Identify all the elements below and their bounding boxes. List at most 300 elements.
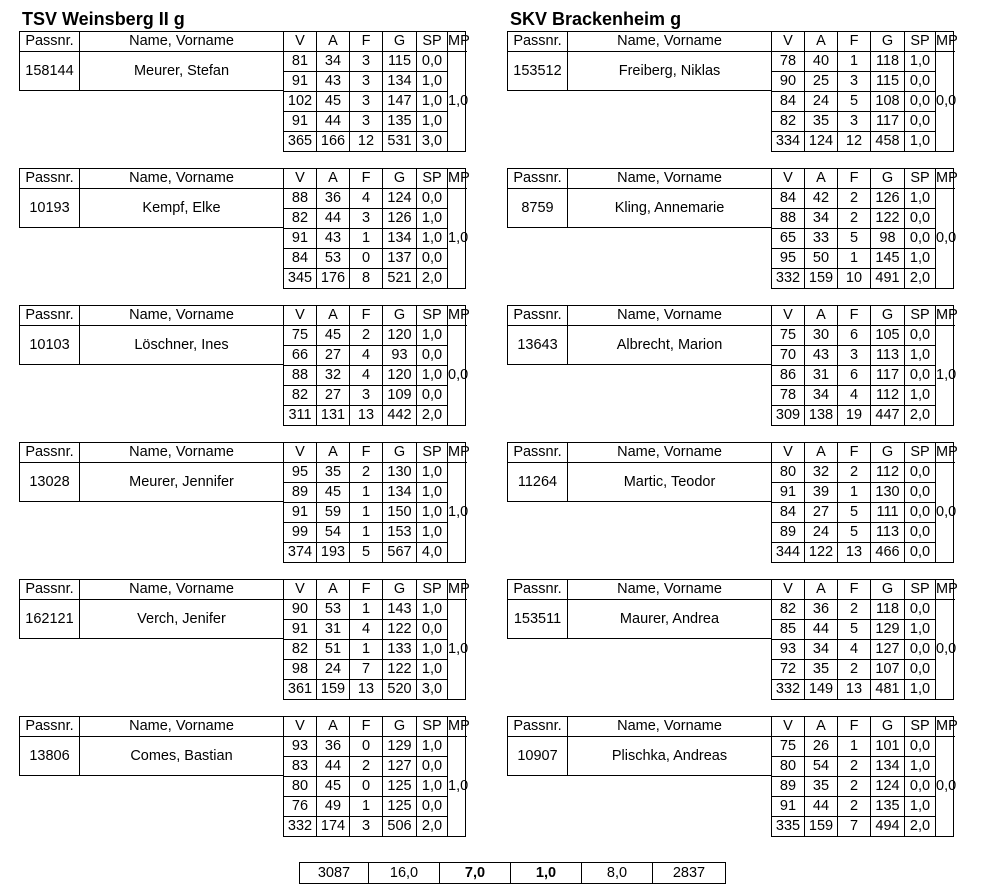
score-cell: 78 xyxy=(772,386,805,406)
total-cell: 4,0 xyxy=(417,543,448,563)
header-mp: MP xyxy=(448,580,467,600)
score-cell: 1,0 xyxy=(417,366,448,386)
header-sp: SP xyxy=(417,306,448,326)
score-cell: 0,0 xyxy=(905,366,936,386)
score-cell: 2 xyxy=(838,777,871,797)
score-cell: 115 xyxy=(383,52,417,72)
header-a: A xyxy=(317,306,350,326)
score-cell: 2 xyxy=(838,463,871,483)
header-f: F xyxy=(350,32,383,52)
score-cell: 1,0 xyxy=(417,640,448,660)
totals-pins-home: 3087 xyxy=(300,863,369,883)
score-cell: 0,0 xyxy=(905,92,936,112)
player-passnr: 158144 xyxy=(20,52,80,90)
score-cell: 53 xyxy=(317,249,350,269)
header-name: Name, Vorname xyxy=(568,443,771,463)
player-mp: 0,0 xyxy=(448,367,469,383)
score-cell: 2 xyxy=(350,757,383,777)
score-cell: 1,0 xyxy=(905,189,936,209)
score-cell: 2 xyxy=(838,600,871,620)
score-cell: 50 xyxy=(805,249,838,269)
header-passnr: Passnr. xyxy=(20,717,80,737)
score-cell: 107 xyxy=(871,660,905,680)
player-mp: 1,0 xyxy=(448,230,469,246)
score-cell: 45 xyxy=(317,326,350,346)
score-cell: 0,0 xyxy=(905,326,936,346)
header-g: G xyxy=(383,169,417,189)
player-passnr: 162121 xyxy=(20,600,80,638)
score-cell: 24 xyxy=(317,660,350,680)
header-sp: SP xyxy=(905,580,936,600)
score-cell: 91 xyxy=(284,229,317,249)
total-cell: 458 xyxy=(871,132,905,152)
score-cell: 1 xyxy=(350,797,383,817)
header-a: A xyxy=(805,169,838,189)
header-g: G xyxy=(383,306,417,326)
score-cell: 1,0 xyxy=(417,777,448,797)
player-block xyxy=(507,305,958,426)
player-name: Albrecht, Marion xyxy=(616,337,723,353)
header-mp: MP xyxy=(936,306,955,326)
score-cell: 27 xyxy=(317,386,350,406)
total-cell: 2,0 xyxy=(417,269,448,289)
score-cell: 6 xyxy=(838,366,871,386)
player-passnr: 10193 xyxy=(20,189,80,227)
player-name: Comes, Bastian xyxy=(130,748,233,764)
score-cell: 91 xyxy=(284,503,317,523)
player-info-table xyxy=(19,716,284,776)
score-cell: 4 xyxy=(350,620,383,640)
player-info-table xyxy=(507,442,772,502)
header-name: Name, Vorname xyxy=(568,169,771,189)
header-mp: MP xyxy=(936,580,955,600)
score-cell: 93 xyxy=(284,737,317,757)
score-cell: 129 xyxy=(383,737,417,757)
score-cell: 93 xyxy=(383,346,417,366)
score-cell: 65 xyxy=(772,229,805,249)
total-cell: 12 xyxy=(838,132,871,152)
score-cell: 82 xyxy=(772,600,805,620)
score-cell: 109 xyxy=(383,386,417,406)
score-cell: 93 xyxy=(772,640,805,660)
score-cell: 26 xyxy=(805,737,838,757)
total-cell: 2,0 xyxy=(905,269,936,289)
player-info-table xyxy=(507,305,772,365)
score-cell: 5 xyxy=(838,229,871,249)
player-name: Kling, Annemarie xyxy=(614,200,725,216)
score-cell: 80 xyxy=(772,757,805,777)
total-cell: 13 xyxy=(838,543,871,563)
score-cell: 1,0 xyxy=(417,523,448,543)
header-name: Name, Vorname xyxy=(80,169,283,189)
total-cell: 332 xyxy=(284,817,317,837)
header-a: A xyxy=(317,580,350,600)
score-cell: 2 xyxy=(350,326,383,346)
player-mp: 0,0 xyxy=(936,641,957,657)
score-cell: 91 xyxy=(284,112,317,132)
header-passnr: Passnr. xyxy=(508,306,568,326)
header-a: A xyxy=(805,580,838,600)
score-cell: 32 xyxy=(805,463,838,483)
total-cell: 159 xyxy=(317,680,350,700)
total-cell: 520 xyxy=(383,680,417,700)
score-cell: 124 xyxy=(871,777,905,797)
score-cell: 84 xyxy=(284,249,317,269)
totals-row xyxy=(299,862,726,884)
score-table xyxy=(283,31,470,152)
player-name: Meurer, Jennifer xyxy=(129,474,234,490)
totals-mp-home: 7,0 xyxy=(440,863,511,883)
total-cell: 124 xyxy=(805,132,838,152)
score-cell: 84 xyxy=(772,189,805,209)
total-cell: 149 xyxy=(805,680,838,700)
score-cell: 0,0 xyxy=(417,620,448,640)
header-a: A xyxy=(805,443,838,463)
header-name: Name, Vorname xyxy=(80,580,283,600)
score-cell: 150 xyxy=(383,503,417,523)
total-cell: 1,0 xyxy=(905,680,936,700)
score-cell: 39 xyxy=(805,483,838,503)
header-a: A xyxy=(317,32,350,52)
total-cell: 491 xyxy=(871,269,905,289)
score-cell: 30 xyxy=(805,326,838,346)
player-name: Martic, Teodor xyxy=(623,474,716,490)
total-cell: 159 xyxy=(805,269,838,289)
total-cell: 19 xyxy=(838,406,871,426)
total-cell: 531 xyxy=(383,132,417,152)
header-name: Name, Vorname xyxy=(568,306,771,326)
header-name: Name, Vorname xyxy=(80,306,283,326)
score-cell: 122 xyxy=(871,209,905,229)
player-info-table xyxy=(507,579,772,639)
score-cell: 143 xyxy=(383,600,417,620)
score-cell: 125 xyxy=(383,797,417,817)
score-cell: 0,0 xyxy=(905,523,936,543)
score-cell: 0,0 xyxy=(905,463,936,483)
header-f: F xyxy=(838,717,871,737)
totals-sp-home: 16,0 xyxy=(369,863,440,883)
score-cell: 1 xyxy=(350,503,383,523)
header-sp: SP xyxy=(905,717,936,737)
score-cell: 34 xyxy=(805,386,838,406)
score-cell: 31 xyxy=(805,366,838,386)
player-block xyxy=(19,716,470,837)
header-g: G xyxy=(871,717,905,737)
score-cell: 0 xyxy=(350,249,383,269)
score-cell: 43 xyxy=(317,72,350,92)
score-cell: 0,0 xyxy=(905,209,936,229)
header-sp: SP xyxy=(417,443,448,463)
player-block xyxy=(507,442,958,563)
total-cell: 1,0 xyxy=(905,132,936,152)
header-passnr: Passnr. xyxy=(508,717,568,737)
total-cell: 166 xyxy=(317,132,350,152)
header-passnr: Passnr. xyxy=(508,169,568,189)
score-cell: 134 xyxy=(871,757,905,777)
score-cell: 0,0 xyxy=(417,797,448,817)
score-cell: 82 xyxy=(772,112,805,132)
score-cell: 115 xyxy=(871,72,905,92)
total-cell: 3,0 xyxy=(417,680,448,700)
player-block xyxy=(19,579,470,700)
header-sp: SP xyxy=(905,32,936,52)
score-cell: 51 xyxy=(317,640,350,660)
score-table xyxy=(771,305,958,426)
score-cell: 35 xyxy=(805,660,838,680)
total-cell: 335 xyxy=(772,817,805,837)
player-block xyxy=(19,168,470,289)
score-cell: 34 xyxy=(317,52,350,72)
score-cell: 99 xyxy=(284,523,317,543)
score-cell: 36 xyxy=(805,600,838,620)
score-cell: 130 xyxy=(383,463,417,483)
player-passnr: 11264 xyxy=(508,463,568,501)
score-cell: 0,0 xyxy=(905,72,936,92)
score-table xyxy=(283,168,470,289)
score-cell: 25 xyxy=(805,72,838,92)
header-f: F xyxy=(350,306,383,326)
total-cell: 13 xyxy=(350,406,383,426)
score-cell: 125 xyxy=(383,777,417,797)
player-mp: 0,0 xyxy=(936,504,957,520)
score-cell: 1,0 xyxy=(905,620,936,640)
score-cell: 4 xyxy=(350,346,383,366)
score-cell: 95 xyxy=(772,249,805,269)
header-passnr: Passnr. xyxy=(20,169,80,189)
score-cell: 86 xyxy=(772,366,805,386)
score-cell: 2 xyxy=(838,757,871,777)
score-cell: 129 xyxy=(871,620,905,640)
score-cell: 90 xyxy=(284,600,317,620)
score-cell: 40 xyxy=(805,52,838,72)
score-cell: 91 xyxy=(284,620,317,640)
total-cell: 2,0 xyxy=(417,817,448,837)
header-g: G xyxy=(383,443,417,463)
header-sp: SP xyxy=(905,169,936,189)
score-cell: 0 xyxy=(350,737,383,757)
score-cell: 127 xyxy=(871,640,905,660)
header-mp: MP xyxy=(448,717,467,737)
player-info-table xyxy=(507,168,772,228)
score-cell: 45 xyxy=(317,483,350,503)
score-cell: 1,0 xyxy=(417,209,448,229)
header-passnr: Passnr. xyxy=(20,580,80,600)
score-cell: 85 xyxy=(772,620,805,640)
total-cell: 3 xyxy=(350,817,383,837)
header-a: A xyxy=(805,306,838,326)
score-cell: 89 xyxy=(772,523,805,543)
header-name: Name, Vorname xyxy=(568,580,771,600)
header-passnr: Passnr. xyxy=(20,306,80,326)
score-cell: 0,0 xyxy=(905,503,936,523)
header-a: A xyxy=(805,717,838,737)
header-v: V xyxy=(284,443,317,463)
score-cell: 76 xyxy=(284,797,317,817)
score-cell: 0,0 xyxy=(417,386,448,406)
score-cell: 45 xyxy=(317,777,350,797)
score-cell: 1,0 xyxy=(905,52,936,72)
score-cell: 91 xyxy=(772,483,805,503)
score-cell: 0,0 xyxy=(905,600,936,620)
player-mp: 1,0 xyxy=(448,93,469,109)
header-passnr: Passnr. xyxy=(508,580,568,600)
score-cell: 126 xyxy=(383,209,417,229)
header-v: V xyxy=(284,717,317,737)
score-cell: 1,0 xyxy=(417,503,448,523)
score-cell: 33 xyxy=(805,229,838,249)
score-cell: 0,0 xyxy=(905,640,936,660)
score-cell: 1,0 xyxy=(905,797,936,817)
score-cell: 1,0 xyxy=(905,757,936,777)
score-cell: 135 xyxy=(383,112,417,132)
header-g: G xyxy=(383,580,417,600)
score-table xyxy=(283,579,470,700)
header-v: V xyxy=(772,32,805,52)
totals-sp-away: 8,0 xyxy=(582,863,653,883)
score-cell: 44 xyxy=(317,757,350,777)
header-mp: MP xyxy=(936,169,955,189)
header-v: V xyxy=(772,169,805,189)
score-cell: 0,0 xyxy=(417,346,448,366)
total-cell: 3,0 xyxy=(417,132,448,152)
score-cell: 2 xyxy=(838,660,871,680)
score-cell: 1,0 xyxy=(417,737,448,757)
header-g: G xyxy=(871,169,905,189)
total-cell: 10 xyxy=(838,269,871,289)
player-mp: 1,0 xyxy=(448,504,469,520)
score-cell: 44 xyxy=(317,209,350,229)
score-cell: 1,0 xyxy=(417,326,448,346)
score-cell: 117 xyxy=(871,366,905,386)
score-cell: 0,0 xyxy=(417,757,448,777)
header-f: F xyxy=(838,580,871,600)
header-sp: SP xyxy=(417,580,448,600)
header-f: F xyxy=(350,443,383,463)
total-cell: 159 xyxy=(805,817,838,837)
header-passnr: Passnr. xyxy=(20,32,80,52)
score-cell: 1,0 xyxy=(417,660,448,680)
score-cell: 134 xyxy=(383,72,417,92)
player-info-table xyxy=(19,579,284,639)
score-table xyxy=(771,579,958,700)
score-cell: 66 xyxy=(284,346,317,366)
score-cell: 91 xyxy=(772,797,805,817)
total-cell: 365 xyxy=(284,132,317,152)
score-table xyxy=(771,716,958,837)
player-name: Freiberg, Niklas xyxy=(618,63,721,79)
total-cell: 466 xyxy=(871,543,905,563)
score-cell: 44 xyxy=(317,112,350,132)
header-a: A xyxy=(317,443,350,463)
score-cell: 88 xyxy=(772,209,805,229)
score-cell: 3 xyxy=(838,112,871,132)
total-cell: 122 xyxy=(805,543,838,563)
score-cell: 145 xyxy=(871,249,905,269)
score-cell: 5 xyxy=(838,523,871,543)
score-cell: 54 xyxy=(317,523,350,543)
score-cell: 1 xyxy=(838,737,871,757)
header-name: Name, Vorname xyxy=(568,32,771,52)
score-table xyxy=(283,442,470,563)
score-cell: 3 xyxy=(350,72,383,92)
score-table xyxy=(771,168,958,289)
header-f: F xyxy=(350,580,383,600)
score-cell: 2 xyxy=(838,797,871,817)
score-cell: 44 xyxy=(805,797,838,817)
total-cell: 176 xyxy=(317,269,350,289)
total-cell: 442 xyxy=(383,406,417,426)
score-cell: 27 xyxy=(805,503,838,523)
score-cell: 31 xyxy=(317,620,350,640)
player-name: Löschner, Ines xyxy=(134,337,229,353)
score-cell: 147 xyxy=(383,92,417,112)
player-mp: 1,0 xyxy=(936,367,957,383)
score-cell: 3 xyxy=(350,52,383,72)
score-cell: 0,0 xyxy=(905,483,936,503)
header-v: V xyxy=(284,169,317,189)
score-cell: 0,0 xyxy=(417,52,448,72)
score-cell: 0 xyxy=(350,777,383,797)
player-passnr: 10103 xyxy=(20,326,80,364)
header-sp: SP xyxy=(905,443,936,463)
score-cell: 1 xyxy=(350,640,383,660)
score-cell: 0,0 xyxy=(905,112,936,132)
header-f: F xyxy=(350,717,383,737)
score-cell: 78 xyxy=(772,52,805,72)
player-block xyxy=(19,31,470,152)
player-name: Kempf, Elke xyxy=(142,200,221,216)
score-cell: 130 xyxy=(871,483,905,503)
header-v: V xyxy=(772,306,805,326)
player-info-table xyxy=(19,305,284,365)
player-name: Meurer, Stefan xyxy=(133,63,230,79)
player-block xyxy=(19,305,470,426)
score-cell: 1 xyxy=(350,229,383,249)
header-mp: MP xyxy=(448,306,467,326)
header-a: A xyxy=(317,717,350,737)
score-cell: 89 xyxy=(284,483,317,503)
player-name: Plischka, Andreas xyxy=(611,748,728,764)
header-f: F xyxy=(838,306,871,326)
score-cell: 1,0 xyxy=(417,463,448,483)
score-cell: 137 xyxy=(383,249,417,269)
score-cell: 0,0 xyxy=(905,737,936,757)
player-name: Verch, Jenifer xyxy=(137,611,226,627)
score-cell: 112 xyxy=(871,463,905,483)
header-name: Name, Vorname xyxy=(80,32,283,52)
header-passnr: Passnr. xyxy=(508,443,568,463)
score-cell: 113 xyxy=(871,346,905,366)
player-passnr: 153511 xyxy=(508,600,568,638)
score-cell: 95 xyxy=(284,463,317,483)
score-cell: 1,0 xyxy=(417,72,448,92)
total-cell: 332 xyxy=(772,680,805,700)
team-title-away: SKV Brackenheim g xyxy=(510,9,682,29)
total-cell: 2,0 xyxy=(905,817,936,837)
score-cell: 134 xyxy=(383,229,417,249)
score-cell: 7 xyxy=(350,660,383,680)
score-cell: 3 xyxy=(838,72,871,92)
score-cell: 90 xyxy=(772,72,805,92)
score-cell: 82 xyxy=(284,640,317,660)
header-v: V xyxy=(284,580,317,600)
score-cell: 34 xyxy=(805,640,838,660)
score-cell: 126 xyxy=(871,189,905,209)
score-cell: 1,0 xyxy=(905,386,936,406)
player-mp: 0,0 xyxy=(936,93,957,109)
header-mp: MP xyxy=(936,32,955,52)
score-cell: 83 xyxy=(284,757,317,777)
